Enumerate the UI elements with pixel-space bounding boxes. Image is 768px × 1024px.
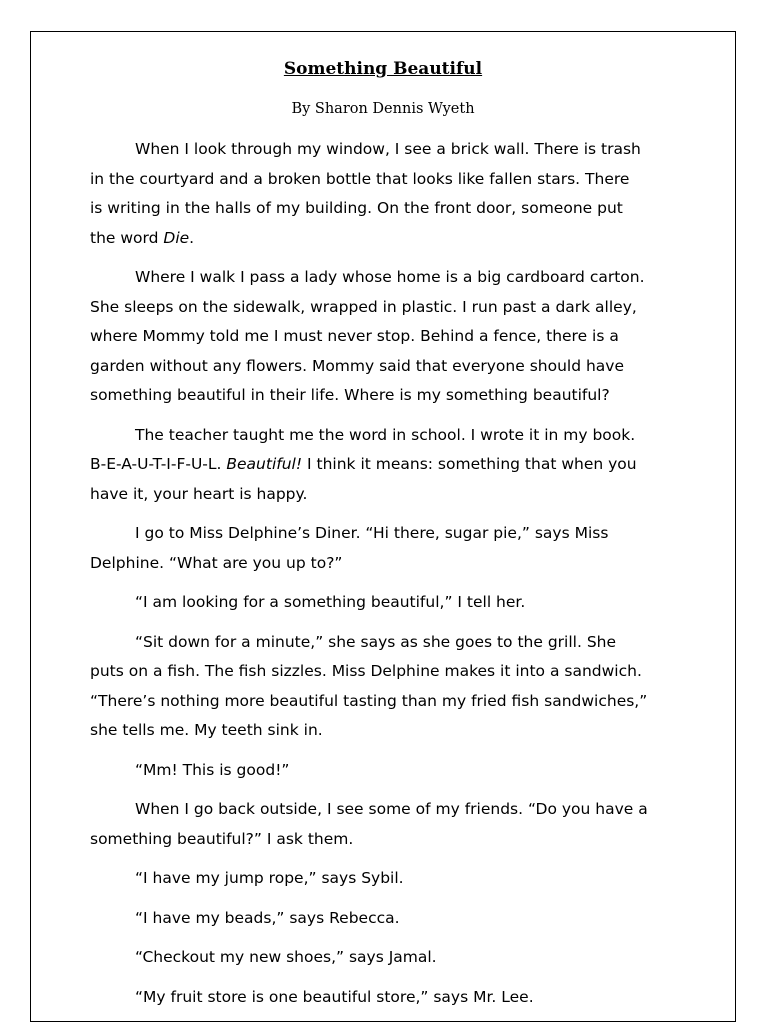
paragraph-line: something beautiful?” I ask them.	[90, 829, 354, 848]
paragraph-line: puts on a fish. The fish sizzles. Miss Delphine makes it into a sandwich.	[90, 662, 642, 680]
paragraph-line: garden without any flowers. Mommy said that everyone should have	[90, 356, 625, 375]
paragraph-line: “Mm! This is good!”	[135, 760, 290, 779]
document-title: Something Beautiful	[283, 59, 483, 79]
paragraph-6	[90, 628, 682, 746]
paragraph-text: B-E-A-U-T-I-F-U-L.	[90, 455, 227, 473]
paragraph-line: is writing in the halls of my building. On the front door, someone put	[90, 199, 623, 217]
paragraph-line: where Mommy told me I must never stop. Behind a fence, there is a	[90, 327, 619, 345]
paragraph-line: When I look through my window, I see a brick wall. There is trash	[135, 140, 641, 158]
paragraph-line: “There’s nothing more beautiful tasting than my fried fish sandwiches,”	[90, 691, 648, 710]
paragraph-text: .	[189, 228, 195, 247]
paragraph-line: she tells me. My teeth sink in.	[90, 721, 323, 739]
paragraph-8	[90, 795, 682, 854]
paragraph-3	[90, 421, 682, 510]
paragraph-5	[90, 588, 682, 618]
paragraph-line: “I have my beads,” says Rebecca.	[135, 908, 400, 927]
paragraph-line: “My fruit store is one beautiful store,” says Mr. Lee.	[135, 987, 534, 1006]
document-body	[90, 135, 682, 1022]
paragraph-text: I think it means: something that when you	[302, 455, 637, 473]
paragraph-line: Delphine. “What are you up to?”	[90, 553, 343, 572]
paragraph-2	[90, 263, 682, 411]
paragraph-12	[90, 983, 682, 1013]
paragraph-11	[90, 943, 682, 973]
paragraph-line	[90, 455, 637, 473]
paragraph-7	[90, 756, 682, 786]
paragraph-line: “Checkout my new shoes,” says Jamal.	[135, 948, 437, 966]
italic-word: Beautiful!	[226, 455, 303, 473]
paragraph-line: in the courtyard and a broken bottle that looks like fallen stars. There	[90, 169, 630, 188]
paragraph-line: I go to Miss Delphine’s Diner. “Hi there, sugar pie,” says Miss	[135, 524, 609, 542]
paragraph-4	[90, 519, 682, 578]
paragraph-line: something beautiful in their life. Where is my something beautiful?	[90, 386, 610, 404]
paragraph-line: “Sit down for a minute,” she says as she goes to the grill. She	[135, 632, 617, 651]
paragraph-line: She sleeps on the sidewalk, wrapped in plastic. I run past a dark alley,	[90, 297, 637, 316]
document-page	[30, 31, 736, 1022]
paragraph-line: “I am looking for a something beautiful,” I tell her.	[135, 593, 526, 611]
paragraph-1	[90, 135, 682, 253]
paragraph-line: “I have my jump rope,” says Sybil.	[135, 869, 404, 887]
paragraph-text: the word	[90, 228, 164, 247]
paragraph-line: When I go back outside, I see some of my friends. “Do you have a	[135, 800, 648, 818]
paragraph-line	[90, 229, 194, 247]
paragraph-line: Where I walk I pass a lady whose home is a big cardboard carton.	[135, 268, 645, 286]
paragraph-line: The teacher taught me the word in school. I wrote it in my book.	[135, 425, 636, 444]
paragraph-9	[90, 864, 682, 894]
paragraph-10	[90, 904, 682, 934]
italic-word: Die	[163, 228, 190, 247]
paragraph-line: have it, your heart is happy.	[90, 484, 308, 503]
document-byline: By Sharon Dennis Wyeth	[291, 101, 475, 117]
